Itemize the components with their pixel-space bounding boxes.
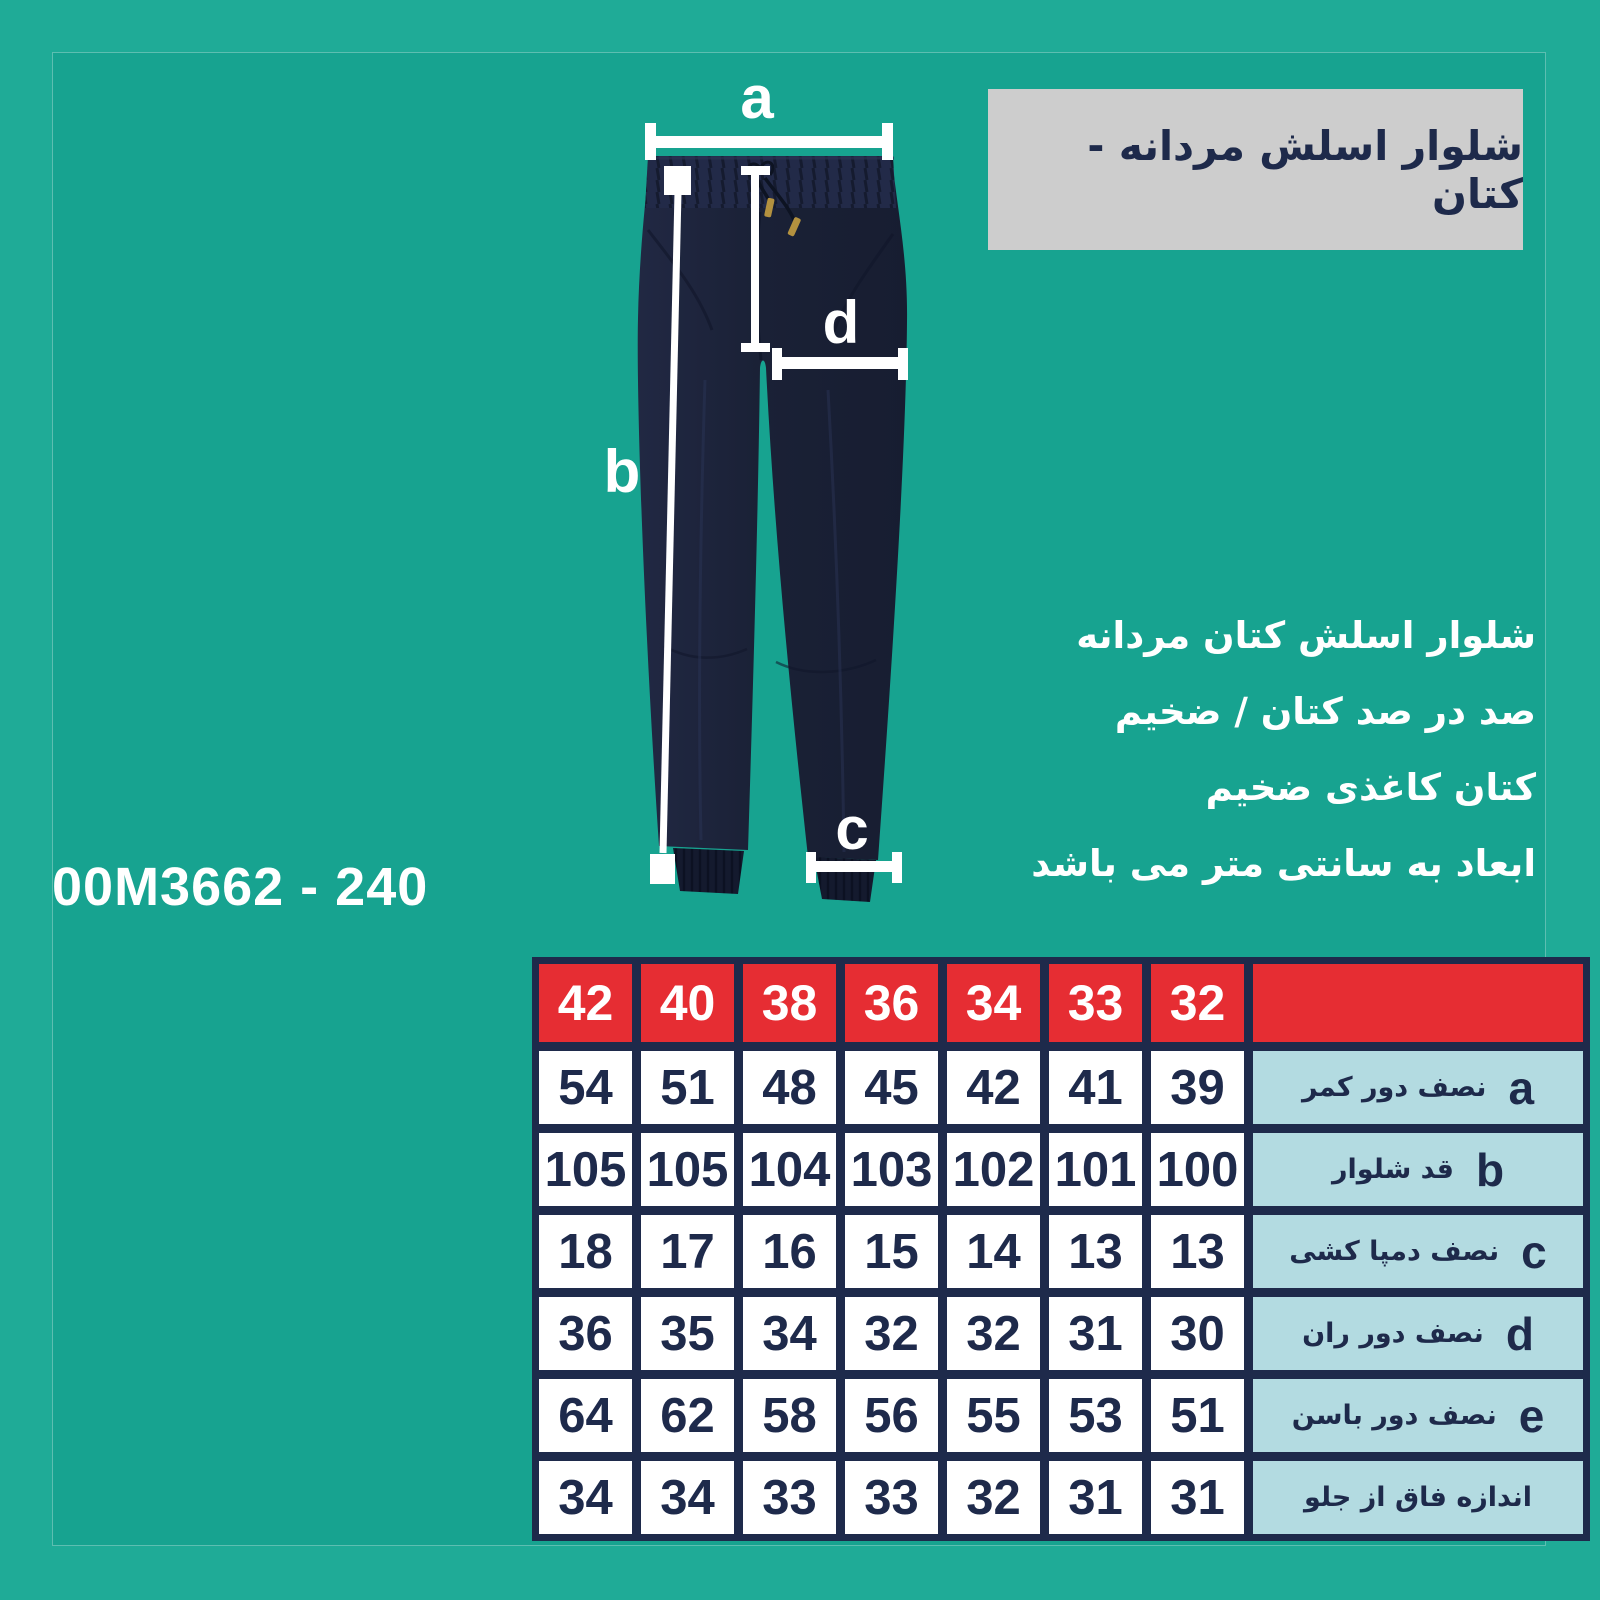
size-value-cell: 14 xyxy=(947,1215,1040,1288)
c-letter: c xyxy=(835,795,869,862)
description-line: کتان کاغذی ضخیم xyxy=(1205,766,1536,809)
size-value-cell: 101 xyxy=(1049,1133,1142,1206)
size-value-cell: 31 xyxy=(1151,1461,1244,1534)
size-value-cell: 34 xyxy=(641,1461,734,1534)
size-value-cell: 105 xyxy=(641,1133,734,1206)
size-value-cell: 102 xyxy=(947,1133,1040,1206)
size-value-cell: 51 xyxy=(1151,1379,1244,1452)
size-header-cell: 32 xyxy=(1151,964,1244,1042)
product-title: شلوار اسلش مردانه - کتان xyxy=(1087,121,1523,218)
row-label-cell xyxy=(1253,1297,1583,1370)
size-value-cell: 55 xyxy=(947,1379,1040,1452)
size-value-cell: 54 xyxy=(539,1051,632,1124)
row-letter: a xyxy=(1508,1061,1535,1114)
a-letter: a xyxy=(740,64,774,131)
size-header-cell: 40 xyxy=(641,964,734,1042)
size-value-cell: 16 xyxy=(743,1215,836,1288)
row-label-text: نصف دور باسن xyxy=(1291,1400,1497,1431)
size-header-cell: 38 xyxy=(743,964,836,1042)
size-value-cell: 53 xyxy=(1049,1379,1142,1452)
size-header-cell: 34 xyxy=(947,964,1040,1042)
size-table xyxy=(532,957,1590,1541)
size-value-cell: 103 xyxy=(845,1133,938,1206)
size-value-cell: 39 xyxy=(1151,1051,1244,1124)
size-value-cell: 13 xyxy=(1049,1215,1142,1288)
size-value-cell: 36 xyxy=(539,1297,632,1370)
row-letter: d xyxy=(1505,1307,1534,1360)
description-line: شلوار اسلش کتان مردانه xyxy=(1076,614,1536,657)
row-label-cell xyxy=(1253,1133,1583,1206)
row-letter: e xyxy=(1518,1389,1545,1442)
size-value-cell: 33 xyxy=(743,1461,836,1534)
row-label-text: قد شلوار xyxy=(1331,1154,1454,1185)
description-line: ابعاد به سانتی متر می باشد xyxy=(1031,842,1536,885)
size-header-cell: 33 xyxy=(1049,964,1142,1042)
row-label-text: اندازه فاق از جلو xyxy=(1303,1482,1533,1513)
row-label-cell xyxy=(1253,1379,1583,1452)
row-label-cell xyxy=(1253,1051,1583,1124)
d-letter: d xyxy=(822,289,860,356)
size-value-cell: 56 xyxy=(845,1379,938,1452)
description-block xyxy=(936,598,1536,902)
b-line-bottom-marker xyxy=(650,854,675,884)
size-value-cell: 104 xyxy=(743,1133,836,1206)
row-letter: c xyxy=(1521,1225,1547,1278)
size-value-cell: 32 xyxy=(845,1297,938,1370)
rise-line-cap xyxy=(741,343,770,352)
left-cuff xyxy=(673,848,744,894)
row-label-text: نصف دور ران xyxy=(1302,1318,1484,1349)
size-value-cell: 41 xyxy=(1049,1051,1142,1124)
size-value-cell: 45 xyxy=(845,1051,938,1124)
size-header-cell: 42 xyxy=(539,964,632,1042)
size-header-label-cell xyxy=(1253,964,1583,1042)
row-label-text: نصف دور کمر xyxy=(1301,1072,1487,1103)
size-value-cell: 15 xyxy=(845,1215,938,1288)
size-header-cell: 36 xyxy=(845,964,938,1042)
row-label-cell xyxy=(1253,1215,1583,1288)
row-label-cell xyxy=(1253,1461,1583,1534)
b-letter: b xyxy=(603,438,641,505)
a-line xyxy=(650,136,888,148)
size-value-cell: 13 xyxy=(1151,1215,1244,1288)
size-value-cell: 100 xyxy=(1151,1133,1244,1206)
pants-measurement-diagram xyxy=(560,60,960,960)
product-code: 00M3662 - 240 xyxy=(52,857,429,917)
size-value-cell: 31 xyxy=(1049,1461,1142,1534)
size-value-cell: 64 xyxy=(539,1379,632,1452)
size-value-cell: 33 xyxy=(845,1461,938,1534)
size-value-cell: 31 xyxy=(1049,1297,1142,1370)
size-value-cell: 42 xyxy=(947,1051,1040,1124)
description-line: صد در صد کتان / ضخیم xyxy=(1114,690,1536,733)
row-letter: b xyxy=(1475,1143,1505,1196)
size-value-cell: 30 xyxy=(1151,1297,1244,1370)
d-line xyxy=(778,357,902,369)
size-value-cell: 105 xyxy=(539,1133,632,1206)
size-value-cell: 48 xyxy=(743,1051,836,1124)
c-line xyxy=(811,861,897,872)
size-value-cell: 34 xyxy=(743,1297,836,1370)
b-line-top-marker xyxy=(664,166,691,195)
product-title-box xyxy=(988,89,1523,250)
size-value-cell: 58 xyxy=(743,1379,836,1452)
size-value-cell: 17 xyxy=(641,1215,734,1288)
size-value-cell: 32 xyxy=(947,1461,1040,1534)
row-label-text: نصف دمپا کشی xyxy=(1289,1236,1500,1267)
size-value-cell: 18 xyxy=(539,1215,632,1288)
size-value-cell: 32 xyxy=(947,1297,1040,1370)
size-value-cell: 51 xyxy=(641,1051,734,1124)
size-value-cell: 35 xyxy=(641,1297,734,1370)
size-value-cell: 62 xyxy=(641,1379,734,1452)
size-value-cell: 34 xyxy=(539,1461,632,1534)
